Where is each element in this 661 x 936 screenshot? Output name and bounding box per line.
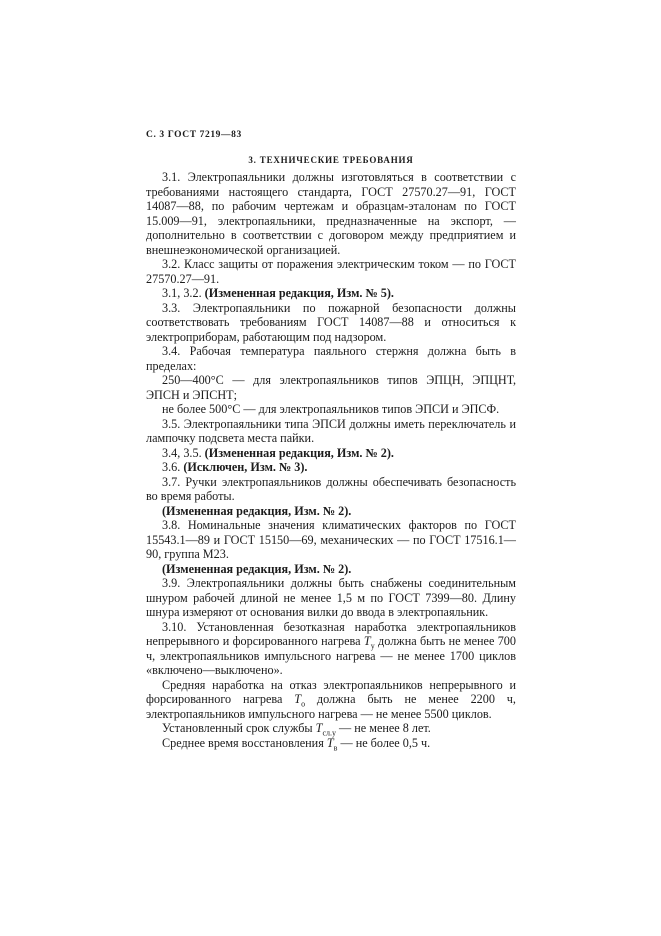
amendment-text: (Измененная редакция, Изм. № 2). <box>204 445 394 460</box>
document-body <box>146 170 516 750</box>
paragraph-3-4-item-1: 250—400°С — для электропаяльников типов ЭПЦН, ЭПЦНТ, ЭПСН и ЭПСНТ; <box>146 373 516 402</box>
text-run: Средняя наработка на отказ электропаяльников непрерывного и форсированного нагрева <box>146 677 516 706</box>
page-header: С. 3 ГОСТ 7219—83 <box>146 130 242 140</box>
text-run: Установленный срок службы <box>162 721 316 735</box>
symbol-t: T <box>315 721 323 735</box>
amendment-text: (Измененная редакция, Изм. № 5). <box>204 286 394 300</box>
amendment-note-3-8: (Измененная редакция, Изм. № 2). <box>162 561 352 576</box>
paragraph-3-2: 3.2. Класс защиты от поражения электрическим током — по ГОСТ 27570.27—91. <box>146 257 516 286</box>
paragraph-3-6 <box>146 460 516 475</box>
paragraph-3-4-item-2: не более 500°С — для электропаяльников типов ЭПСИ и ЭПСФ. <box>162 402 500 416</box>
paragraph-3-3: 3.3. Электропаяльники по пожарной безопасности должны соответствовать требованиям ГОСТ 14087—88 и относиться к электроприборам, работающим под надзором. <box>146 300 516 344</box>
paragraph-3-8: 3.8. Номинальные значения климатических факторов по ГОСТ 15543.1—89 и ГОСТ 15150—69, механических — по ГОСТ 17516.1—90, группа М23. <box>146 518 516 561</box>
amendment-ref: 3.4, 3.5. <box>162 445 202 460</box>
paragraph-3-7: 3.7. Ручки электропаяльников должны обеспечивать безопасность во время работы. <box>146 474 516 503</box>
text-run: должна быть не менее 2200 ч, электропаяльников импульсного нагрева — не менее 5500 циклов. <box>146 692 516 721</box>
paragraph-recovery-time <box>146 736 516 751</box>
paragraph-service-life <box>146 721 516 736</box>
text-run: — не менее 8 лет. <box>335 721 431 735</box>
text-run: Среднее время восстановления <box>162 735 327 750</box>
amendment-note-3-4-3-5 <box>146 446 516 461</box>
symbol-subscript: в <box>333 742 338 752</box>
symbol-subscript: о <box>301 699 306 709</box>
excluded-note: (Исключен, Изм. № 3). <box>183 460 308 474</box>
paragraph-3-5: 3.5. Электропаяльники типа ЭПСИ должны иметь переключатель и лампочку подсвета места пайки. <box>146 416 516 445</box>
symbol-t: T <box>363 634 371 648</box>
amendment-ref: 3.1, 3.2. <box>162 286 202 300</box>
paragraph-mtbf <box>146 678 516 722</box>
section-title: 3. ТЕХНИЧЕСКИЕ ТРЕБОВАНИЯ <box>248 155 414 165</box>
amendment-note-3-7: (Измененная редакция, Изм. № 2). <box>162 503 352 518</box>
symbol-subscript: у <box>370 641 375 651</box>
symbol-t: T <box>294 692 302 706</box>
clause-ref: 3.6. <box>162 460 181 474</box>
symbol-t: T <box>326 735 334 750</box>
text-run: 3.10. Установленная безотказная наработка электропаяльников непрерывного и форсированного нагрева <box>146 619 516 648</box>
paragraph-3-1: 3.1. Электропаяльники должны изготовляться в соответствии с требованиями настоящего стандарта, ГОСТ 27570.27—91, ГОСТ 14087—88, по рабочим чертежам и образцам-эталонам по ГОСТ 15.009—91, электропаяльники, предназначенные на экспорт, — дополнительно в соответствии с договором между предприятием и внешнеэкономической организацией. <box>146 170 516 257</box>
paragraph-3-10 <box>146 620 516 678</box>
text-run: — не более 0,5 ч. <box>337 735 431 750</box>
paragraph-3-9: 3.9. Электропаяльники должны быть снабжены соединительным шнуром рабочей длиной не менее 1,5 м по ГОСТ 7399—80. Длину шнура измеряют от основания вилки до ввода в электропаяльник. <box>146 576 516 619</box>
symbol-subscript: сл.у <box>322 728 336 738</box>
text-run: должна быть не менее 700 ч, электропаяльников импульсного нагрева — не менее 1700 циклов «включено—выключено». <box>146 634 516 677</box>
amendment-note-3-1-3-2 <box>146 286 516 301</box>
paragraph-3-4: 3.4. Рабочая температура паяльного стержня должна быть в пределах: <box>146 344 516 373</box>
